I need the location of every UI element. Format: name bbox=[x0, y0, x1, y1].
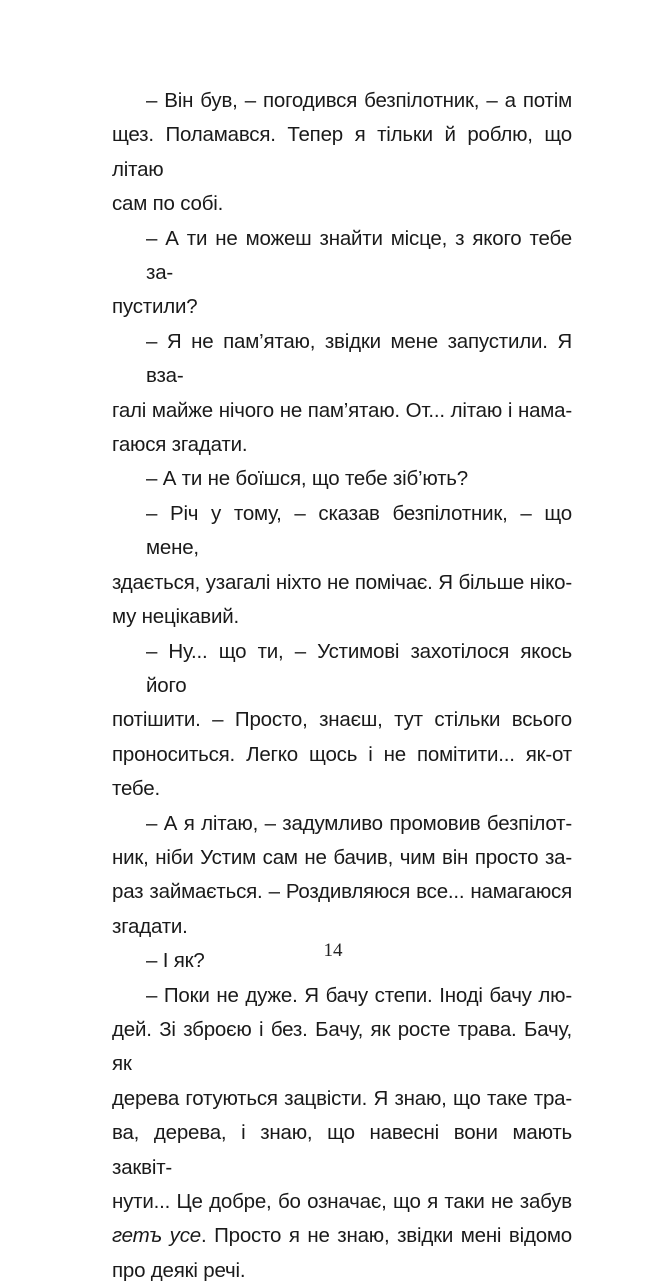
emphasis-text: гетъ усе bbox=[112, 1224, 201, 1248]
text-line: ва, дерева, і знаю, що навесні вони мають заквіт- bbox=[112, 1121, 572, 1179]
text-line: нути... Це добре, бо означає, що я таки не забув bbox=[112, 1190, 572, 1213]
text-line: – А я літаю, – задумливо промовив безпілот- bbox=[146, 811, 572, 835]
body-text bbox=[112, 84, 572, 1288]
text-line: про деякі речі. bbox=[112, 1258, 246, 1282]
text-line: гаюся згадати. bbox=[112, 433, 248, 457]
text-line: проноситься. Легко щось і не помітити... як-от bbox=[112, 742, 572, 766]
text-line: пустили? bbox=[112, 295, 198, 319]
text-line: – Ну... що ти, – Устимові захотілося якось його bbox=[146, 639, 572, 697]
text-line: тебе. bbox=[112, 777, 160, 801]
text-line: – А ти не боїшся, що тебе зіб’ють? bbox=[146, 467, 468, 491]
text-line bbox=[112, 1219, 572, 1253]
text-line: потішити. – Просто, знаєш, тут стільки всього bbox=[112, 708, 572, 732]
page-number: 14 bbox=[323, 940, 343, 961]
text-line: сам по собі. bbox=[112, 192, 224, 216]
text-line: – Річ у тому, – сказав безпілотник, – що мене, bbox=[146, 501, 572, 560]
text-line: щез. Поламався. Тепер я тільки й роблю, що літаю bbox=[112, 123, 572, 181]
text-line: – Я не пам’ятаю, звідки мене запустили. Я вза- bbox=[146, 329, 572, 388]
text-line: раз займається. – Роздивляюся все... намагаюся bbox=[112, 880, 572, 904]
text-line: – І як? bbox=[146, 949, 205, 973]
text-line: дерева готуються зацвісти. Я знаю, що таке тра- bbox=[112, 1086, 572, 1110]
text-line: згадати. bbox=[112, 914, 188, 938]
text-line: ник, ніби Устим сам не бачив, чим він просто за- bbox=[112, 845, 572, 869]
text-line: галі майже нічого не пам’ятаю. От... літаю і нама- bbox=[112, 398, 572, 422]
text-line-rest: . Просто я не знаю, звідки мені відомо bbox=[200, 1224, 573, 1248]
text-line: – Він був, – погодився безпілотник, – а потім bbox=[146, 89, 572, 112]
text-line: му нецікавий. bbox=[112, 605, 239, 629]
text-line: дей. Зі зброєю і без. Бачу, як росте трава. Бачу, як bbox=[112, 1017, 572, 1076]
text-line: – А ти не можеш знайти місце, з якого тебе за- bbox=[146, 226, 572, 285]
text-line: здається, узагалі ніхто не помічає. Я більше ніко- bbox=[112, 570, 572, 594]
text-line: – Поки не дуже. Я бачу степи. Іноді бачу лю- bbox=[146, 983, 572, 1007]
